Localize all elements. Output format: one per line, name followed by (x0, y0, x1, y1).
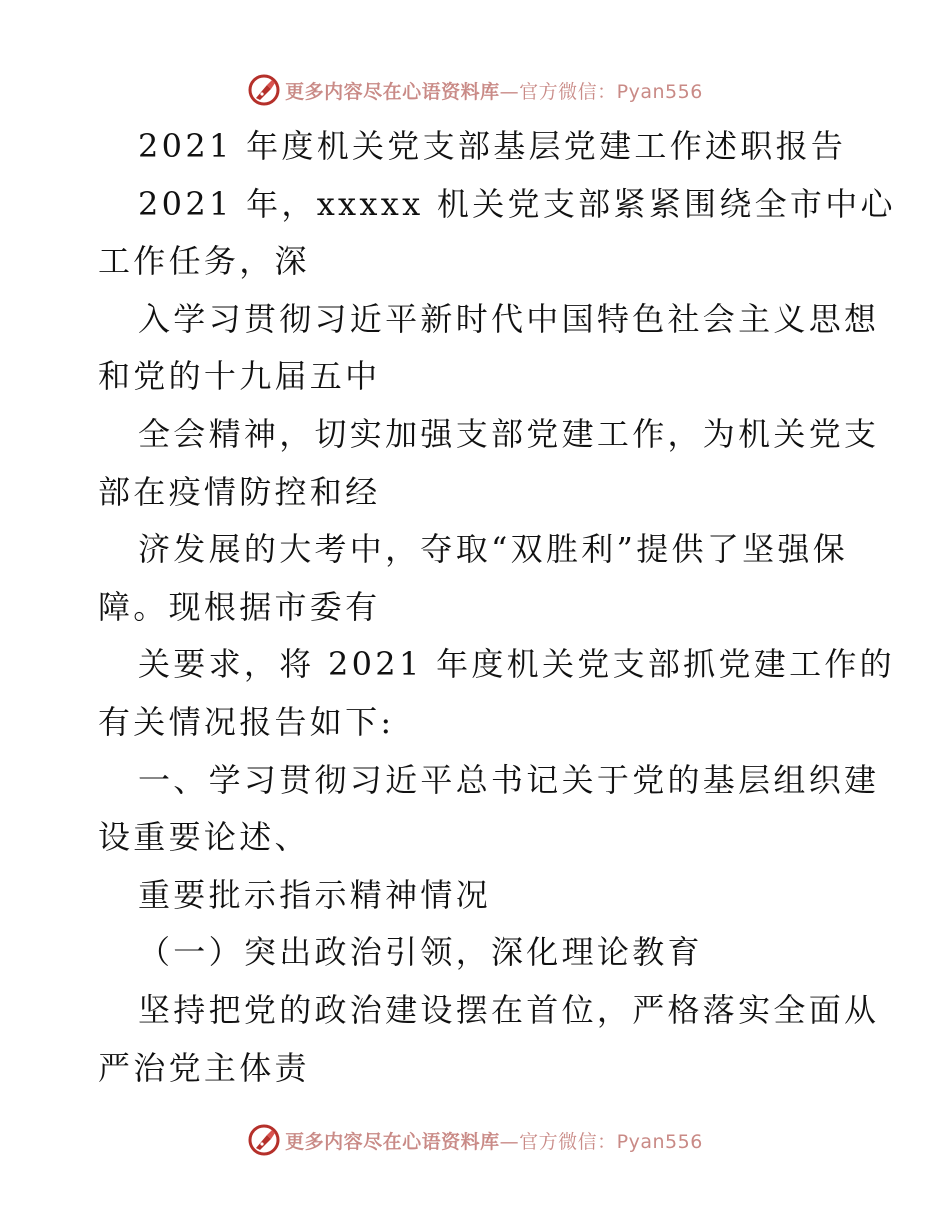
body-line: 济发展的大考中，夺取“双胜利”提供了坚强保 (138, 530, 849, 569)
body-line: 2021 年，xxxxx 机关党支部紧紧围绕全市中心 (138, 184, 896, 223)
watermark-brand: 更多内容尽在心语资料库 (285, 80, 500, 103)
body-line: 和党的十九届五中 (98, 357, 381, 396)
watermark-text (285, 1127, 703, 1154)
watermark-footer (0, 1122, 950, 1158)
section-heading: 设重要论述、 (98, 818, 310, 857)
watermark-wechat: —官方微信：Pyan556 (499, 80, 703, 103)
watermark-text (285, 77, 703, 104)
pen-nib-logo-icon (247, 1123, 281, 1157)
watermark-header (0, 72, 950, 108)
watermark-wechat: —官方微信：Pyan556 (499, 1130, 703, 1153)
body-line: 有关情况报告如下: (98, 702, 395, 741)
body-line: 坚持把党的政治建设摆在首位，严格落实全面从 (138, 990, 880, 1029)
document-title: 2021 年度机关党支部基层党建工作述职报告 (138, 127, 847, 165)
body-line: 部在疫情防控和经 (98, 472, 381, 511)
document-body (98, 118, 896, 1097)
body-line: 入学习贯彻习近平新时代中国特色社会主义思想 (138, 299, 880, 338)
body-line: 障。现根据市委有 (98, 587, 381, 626)
body-line: 关要求，将 2021 年度机关党支部抓党建工作的 (138, 645, 895, 684)
watermark-brand: 更多内容尽在心语资料库 (285, 1130, 500, 1153)
section-heading: 一、学习贯彻习近平总书记关于党的基层组织建 (138, 760, 880, 799)
body-line: 严治党主体责 (98, 1048, 310, 1087)
pen-nib-logo-icon (247, 73, 281, 107)
subsection-heading: （一）突出政治引领，深化理论教育 (138, 933, 703, 972)
body-line: 工作任务，深 (98, 242, 310, 281)
body-line: 全会精神，切实加强支部党建工作，为机关党支 (138, 414, 880, 453)
section-heading: 重要批示指示精神情况 (138, 875, 492, 914)
